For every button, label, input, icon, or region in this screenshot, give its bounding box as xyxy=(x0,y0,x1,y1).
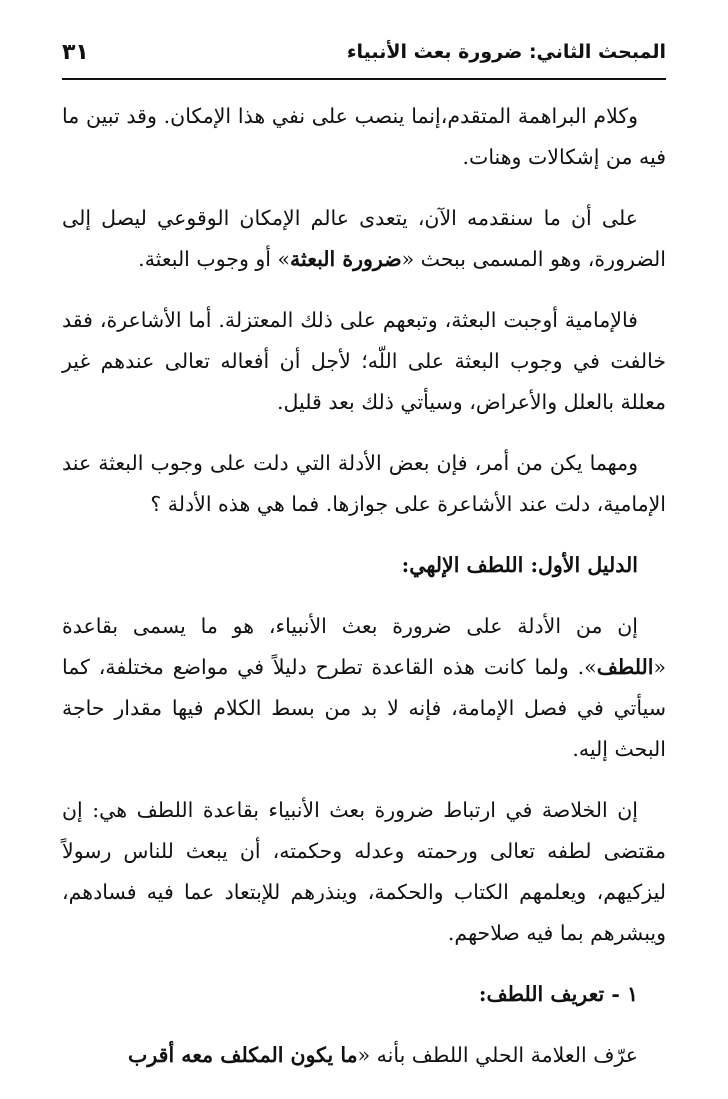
paragraph-5-text: إن من الأدلة على ضرورة بعث الأنبياء، هو ما يسمى بقاعدة « xyxy=(62,614,666,679)
paragraph-6-text: إن الخلاصة في ارتباط ضرورة بعث الأنبياء بقاعدة اللطف هي: إن مقتضى لطفه تعالى ورحمته وعدله وحكمته، أن يبعث للناس رسولاً ليزكيهم، ويعلمهم الكتاب والحكمة، وينذرهم للإبتعاد عما فيه فسادهم، ويبشرهم بما فيه صلاحهم. xyxy=(62,798,666,945)
paragraph-6 xyxy=(62,790,666,954)
paragraph-7 xyxy=(62,1035,666,1076)
paragraph-7-text: عرّف العلامة الحلي اللطف بأنه « xyxy=(357,1043,638,1067)
page-header xyxy=(62,30,666,74)
subsection-heading-definition-text: ١ - تعريف اللطف: xyxy=(478,982,638,1006)
paragraph-4-text: ومهما يكن من أمر، فإن بعض الأدلة التي دلت على وجوب البعثة عند الإمامية، دلت عند الأشاعرة على جوازها. فما هي هذه الأدلة ؟ xyxy=(62,451,666,516)
paragraph-3-text: فالإمامية أوجبت البعثة، وتبعهم على ذلك المعتزلة. أما الأشاعرة، فقد خالفت في وجوب البعثة على اللّه؛ لأجل أن أفعاله تعالى عندهم غير معللة بالعلل والأعراض، وسيأتي ذلك بعد قليل. xyxy=(62,308,666,414)
subsection-heading-definition xyxy=(62,974,666,1015)
paragraph-3 xyxy=(62,300,666,423)
paragraph-2 xyxy=(62,198,666,280)
header-divider xyxy=(62,78,666,80)
paragraph-2-text: على أن ما سنقدمه الآن، يتعدى عالم الإمكان الوقوعي ليصل إلى الضرورة، وهو المسمى ببحث « xyxy=(62,206,666,271)
body-text xyxy=(62,96,666,1096)
paragraph-4 xyxy=(62,443,666,525)
paragraph-5 xyxy=(62,606,666,770)
paragraph-1-text: وكلام البراهمة المتقدم،إنما ينصب على نفي هذا الإمكان. وقد تبين ما فيه من إشكالات وهنات. xyxy=(62,104,666,169)
section-heading-lutf-text: الدليل الأول: اللطف الإلهي: xyxy=(401,553,638,577)
paragraph-5-text-end: ». ولما كانت هذه القاعدة تطرح دليلاً في مواضع مختلفة، كما سيأتي في فصل الإمامة، فإنه لا بد من بسط الكلام فيها مقدار حاجة البحث إليه. xyxy=(62,655,666,761)
paragraph-1 xyxy=(62,96,666,178)
section-heading-lutf xyxy=(62,545,666,586)
paragraph-2-bold-term: ضرورة البعثة xyxy=(290,247,402,271)
paragraph-5-bold-term: اللطف xyxy=(596,655,654,679)
page-number: ٣١ xyxy=(62,39,89,65)
chapter-title: المبحث الثاني: ضرورة بعث الأنبياء xyxy=(346,41,666,63)
paragraph-7-bold-quote: ما يكون المكلف معه أقرب xyxy=(128,1043,358,1067)
paragraph-2-text-end: » أو وجوب البعثة. xyxy=(138,247,291,271)
